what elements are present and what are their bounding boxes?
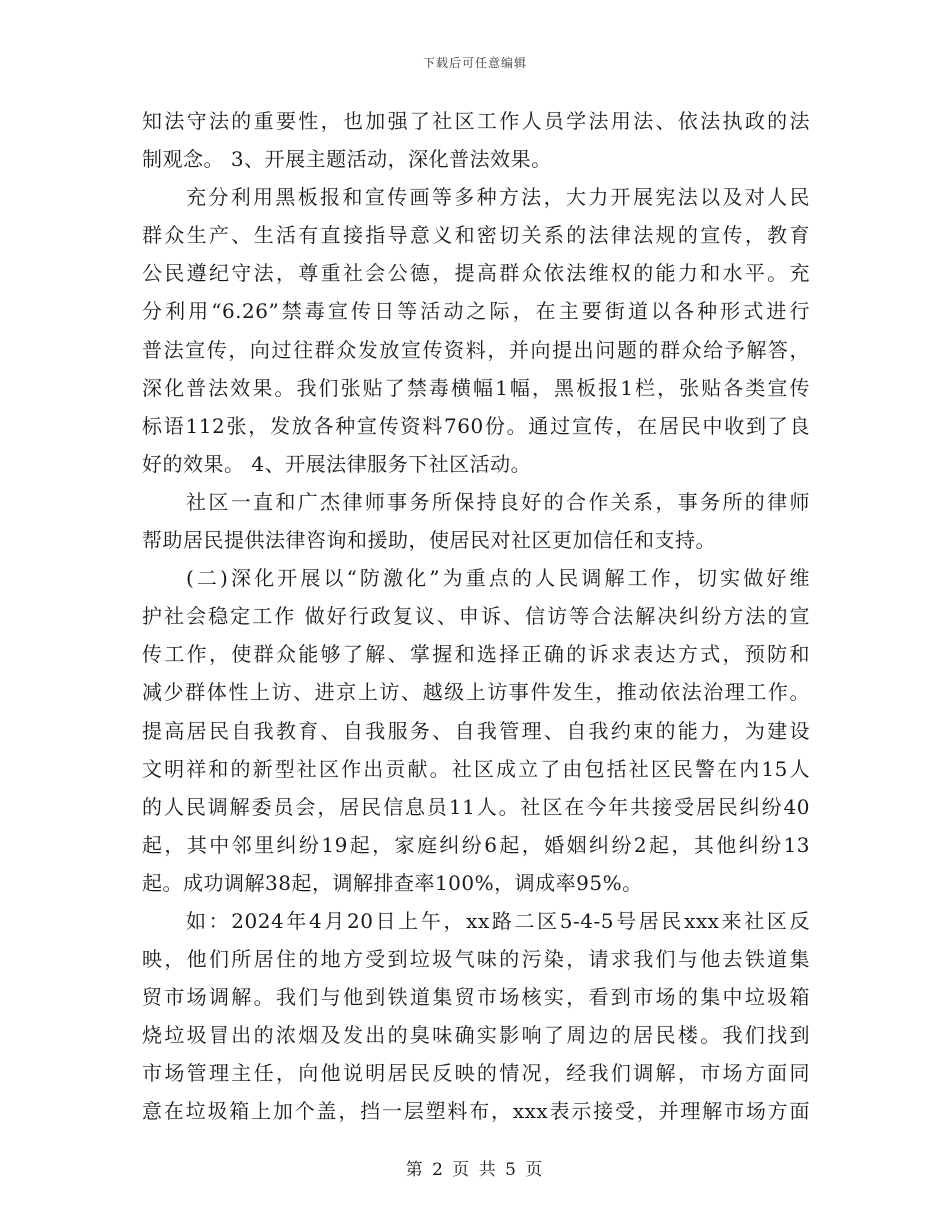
text-line: 文明祥和的新型社区作出贡献。社区成立了由包括社区民警在内15人 xyxy=(142,756,810,781)
text-line: (二)深化开展以“防激化”为重点的人民调解工作，切实做好维 xyxy=(186,566,810,591)
text-line: 如：2024年4月20日上午，xx路二区5-4-5号居民xxx来社区反 xyxy=(186,908,810,933)
text-line: 帮助居民提供法律咨询和援助，使居民对社区更加信任和支持。 xyxy=(142,528,716,553)
document-body xyxy=(142,102,810,1131)
text-line: 深化普法效果。我们张贴了禁毒横幅1幅，黑板报1栏，张贴各类宣传 xyxy=(142,375,810,400)
text-line: 普法宣传，向过往群众发放宣传资料，并向提出问题的群众给予解答， xyxy=(142,337,810,362)
text-line: 起，其中邻里纠纷19起，家庭纠纷6起，婚姻纠纷2起，其他纠纷13 xyxy=(142,832,810,857)
text-line: 制观念。 3、开展主题活动，深化普法效果。 xyxy=(142,147,552,172)
text-line: 群众生产、生活有直接指导意义和密切关系的法律法规的宣传，教育 xyxy=(142,223,810,248)
page-number-footer: 第 2 页 共 5 页 xyxy=(405,1160,545,1180)
text-line: 意在垃圾箱上加个盖，挡一层塑料布，xxx表示接受，并理解市场方面 xyxy=(142,1099,810,1124)
text-line: 知法守法的重要性，也加强了社区工作人员学法用法、依法执政的法 xyxy=(142,109,810,133)
text-line: 充分利用黑板报和宣传画等多种方法，大力开展宪法以及对人民 xyxy=(186,185,810,210)
page-header: 下载后可任意编辑 xyxy=(422,56,527,70)
text-line: 起。成功调解38起，调解排查率100%，调成率95%。 xyxy=(142,870,643,895)
text-line: 好的效果。 4、开展法律服务下社区活动。 xyxy=(142,451,532,476)
text-line: 标语112张，发放各种宣传资料760份。通过宣传，在居民中收到了良 xyxy=(142,413,810,438)
text-line: 的人民调解委员会，居民信息员11人。社区在今年共接受居民纠纷40 xyxy=(142,794,810,819)
text-line: 市场管理主任，向他说明居民反映的情况，经我们调解，市场方面同 xyxy=(142,1061,810,1086)
text-line: 提高居民自我教育、自我服务、自我管理、自我约束的能力，为建设 xyxy=(142,718,810,743)
text-line: 减少群体性上访、进京上访、越级上访事件发生，推动依法治理工作。 xyxy=(142,680,810,705)
text-line: 分利用“6.26”禁毒宣传日等活动之际，在主要街道以各种形式进行 xyxy=(142,299,810,324)
text-line: 贸市场调解。我们与他到铁道集贸市场核实，看到市场的集中垃圾箱 xyxy=(142,985,810,1010)
text-line: 公民遵纪守法，尊重社会公德，提高群众依法维权的能力和水平。充 xyxy=(142,261,810,286)
text-line: 传工作，使群众能够了解、掌握和选择正确的诉求表达方式，预防和 xyxy=(142,642,810,667)
text-line: 映，他们所居住的地方受到垃圾气味的污染，请求我们与他去铁道集 xyxy=(142,947,810,972)
text-line: 烧垃圾冒出的浓烟及发出的臭味确实影响了周边的居民楼。我们找到 xyxy=(142,1023,810,1048)
text-line: 护社会稳定工作 做好行政复议、申诉、信访等合法解决纠纷方法的宣 xyxy=(142,604,810,629)
text-line: 社区一直和广杰律师事务所保持良好的合作关系，事务所的律师 xyxy=(186,489,810,514)
